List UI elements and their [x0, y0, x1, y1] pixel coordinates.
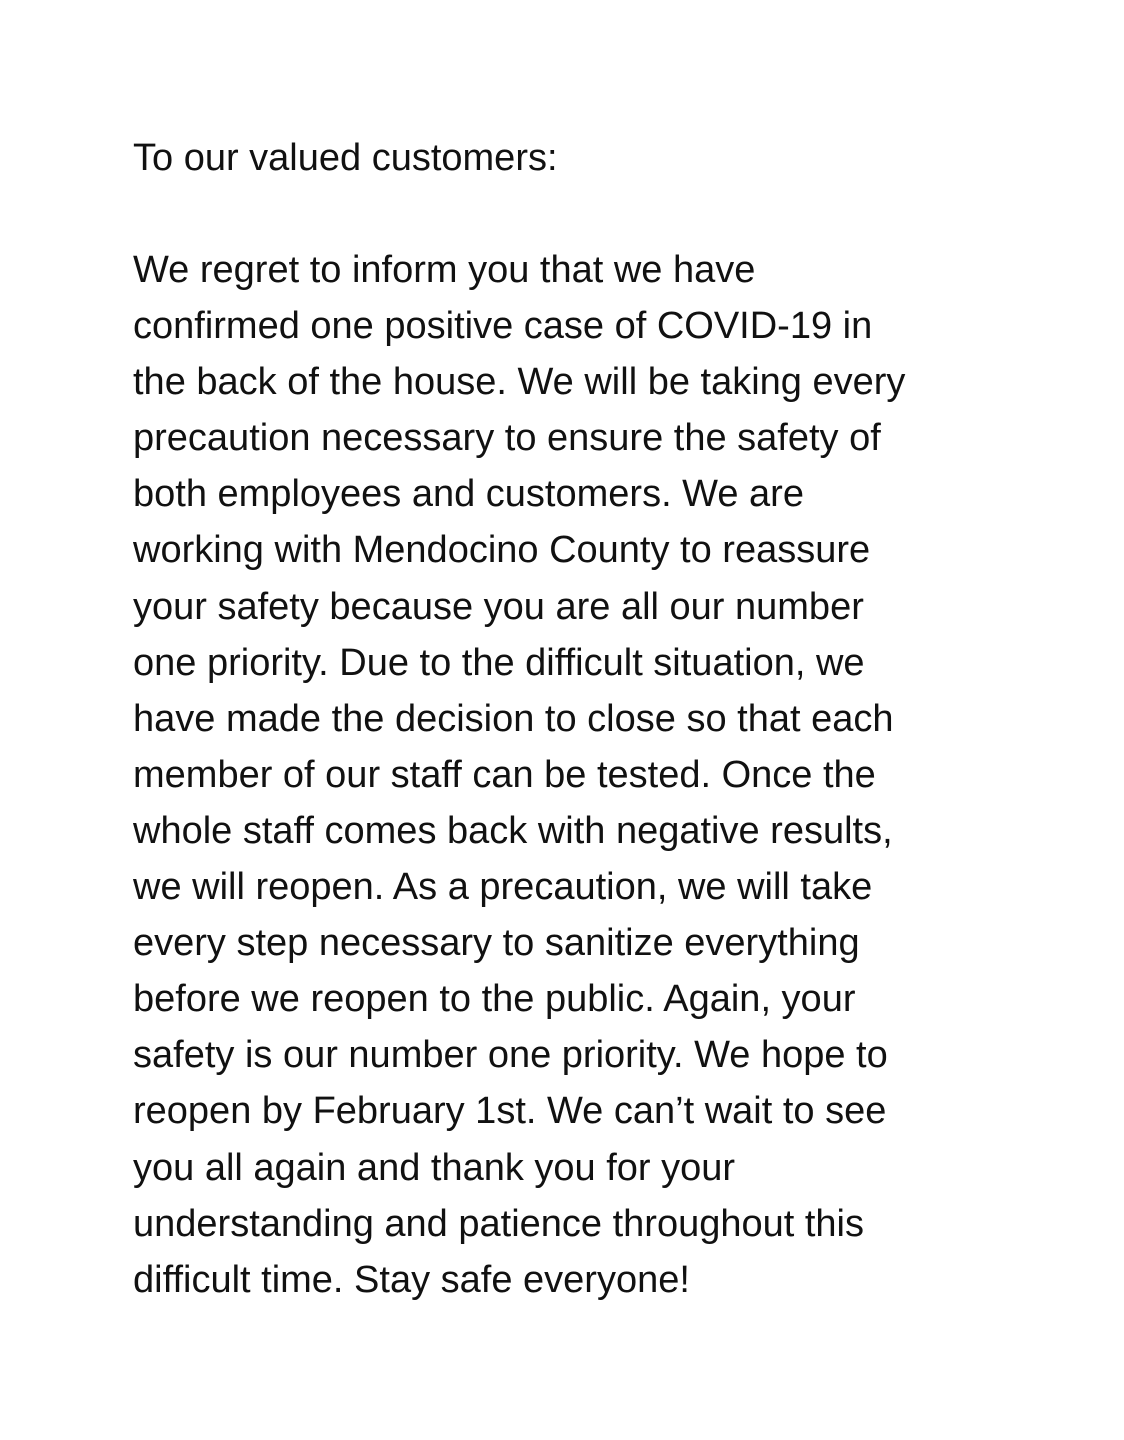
body-line: working with Mendocino County to reassure [133, 529, 871, 572]
body-line: one priority. Due to the difficult situation, we [133, 641, 865, 684]
body-line: safety is our number one priority. We hope to [133, 1034, 888, 1077]
body-line: member of our staff can be tested. Once the [133, 753, 876, 796]
body-line: both employees and customers. We are [133, 473, 804, 516]
body-line: every step necessary to sanitize everything [133, 922, 860, 965]
body-line: difficult time. Stay safe everyone! [133, 1258, 690, 1301]
body-line: your safety because you are all our number [133, 585, 864, 628]
body-line: you all again and thank you for your [133, 1146, 736, 1189]
body-line: precaution necessary to ensure the safety of [133, 417, 881, 460]
body-line: confirmed one positive case of COVID-19 in [133, 305, 873, 348]
body-line: understanding and patience throughout this [133, 1202, 864, 1245]
body-line: the back of the house. We will be taking every [133, 361, 906, 404]
notice-body [133, 242, 1033, 1308]
body-line: We regret to inform you that we have [133, 249, 756, 291]
body-line: before we reopen to the public. Again, your [133, 978, 856, 1021]
body-line: have made the decision to close so that each [133, 697, 894, 740]
greeting: To our valued customers: [133, 137, 558, 179]
body-line: reopen by February 1st. We can’t wait to see [133, 1090, 887, 1133]
body-line: whole staff comes back with negative results, [133, 809, 893, 852]
notice-document [133, 130, 1033, 1308]
body-line: we will reopen. As a precaution, we will take [133, 866, 873, 909]
